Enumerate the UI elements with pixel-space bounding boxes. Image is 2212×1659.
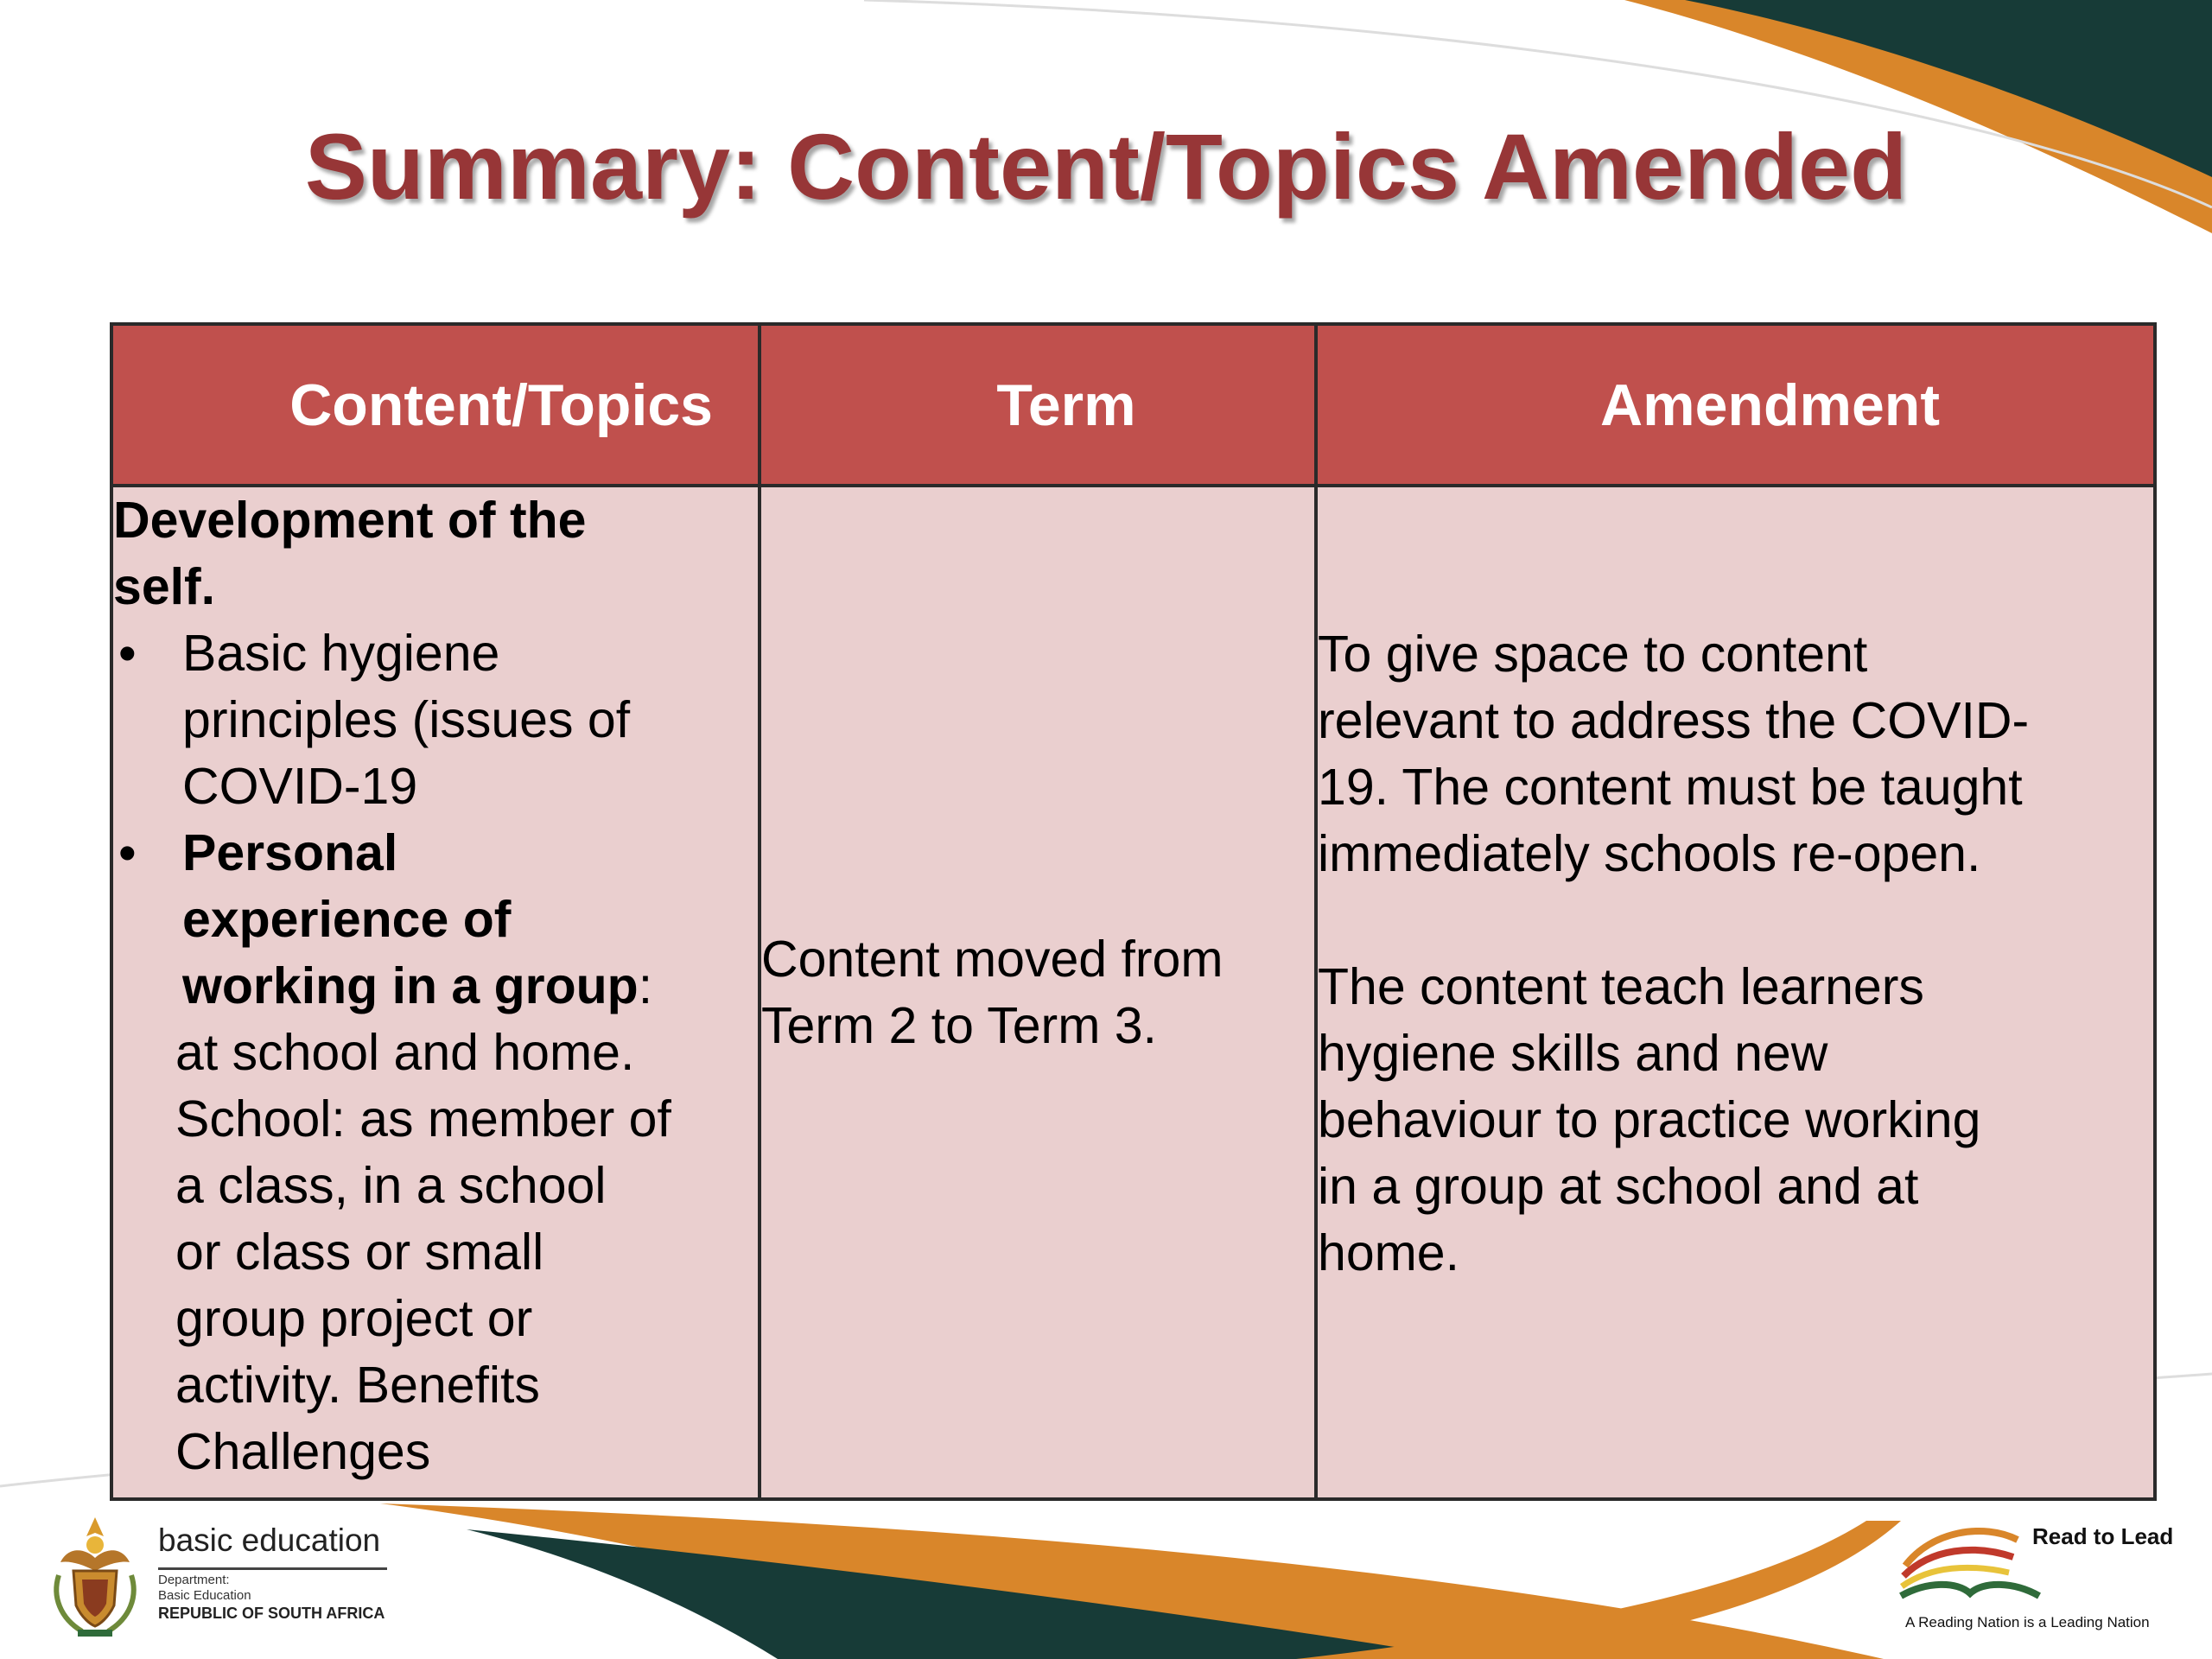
term-cell: Content moved from Term 2 to Term 3. (760, 486, 1316, 1499)
table-header-row (111, 324, 2155, 486)
coat-of-arms-icon (43, 1510, 147, 1640)
bullet-icon: • (118, 824, 137, 881)
list-item: • Personal experience of working in a group: (113, 820, 758, 1020)
amendment-cell (1316, 486, 2155, 1499)
amendment-paragraph-2: The content teach learners hygiene skills and new behaviour to practice working in a group at school and at home. (1318, 957, 1981, 1281)
header-content-topics: Content/Topics (111, 324, 760, 486)
topic-heading: Development of the self. (113, 492, 587, 615)
department-divider (158, 1567, 387, 1570)
table-row (111, 486, 2155, 1499)
department-name: basic education (158, 1522, 381, 1558)
list-item: • Basic hygiene principles (issues of COVID-19 (113, 620, 758, 820)
header-amendment: Amendment (1316, 324, 2155, 486)
department-sub-label-2: Basic Education (158, 1588, 251, 1603)
bullet-icon: • (118, 625, 137, 682)
content-topics-cell (111, 486, 760, 1499)
department-country: REPUBLIC OF SOUTH AFRICA (158, 1605, 385, 1622)
campaign-title: Read to Lead (2032, 1523, 2174, 1549)
department-sub-label-1: Department: (158, 1573, 230, 1587)
amendment-paragraph-1: To give space to content relevant to address the COVID- 19. The content must be taught immediately schools re-open. (1318, 625, 2030, 882)
content-table (110, 322, 2157, 1501)
open-book-icon (1897, 1514, 2044, 1609)
topic-continuation: at school and home. School: as member of a class, in a school or class or small group project or activity. Benefits Challenges (175, 1024, 671, 1480)
header-term: Term (760, 324, 1316, 486)
slide-title: Summary: Content/Topics Amended (304, 114, 1908, 219)
campaign-slogan: A Reading Nation is a Leading Nation (1905, 1614, 2150, 1630)
